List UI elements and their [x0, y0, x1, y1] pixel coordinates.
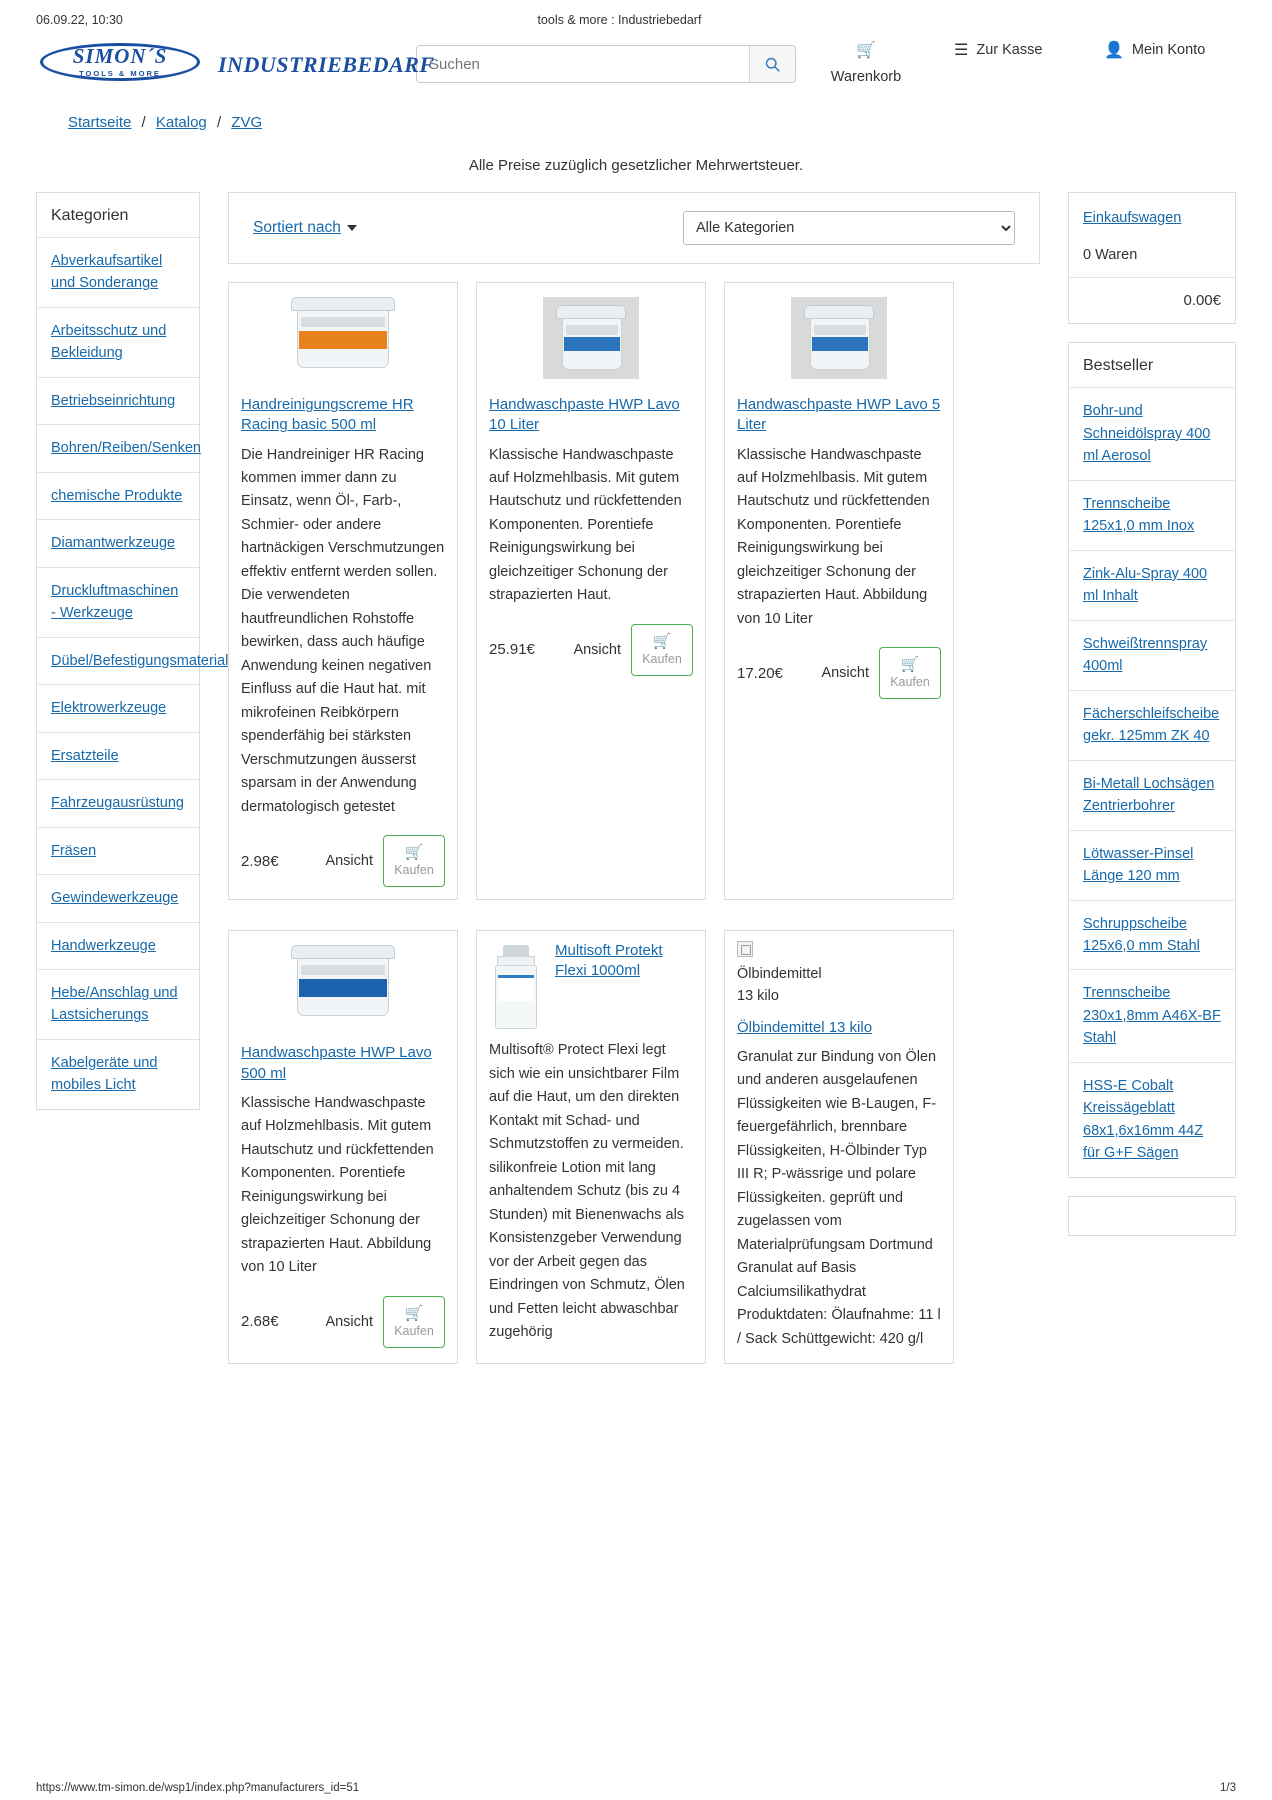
- sidebar-item-label[interactable]: Kabelgeräte und mobiles Licht: [51, 1054, 158, 1094]
- cart-icon: 🛒: [404, 1304, 424, 1322]
- sidebar-item-label[interactable]: Diamantwerkzeuge: [51, 535, 176, 552]
- categories-title: Kategorien: [51, 207, 129, 224]
- product-title-link[interactable]: Multisoft Protekt Flexi 1000ml: [555, 942, 663, 979]
- cart-icon: 🛒: [652, 632, 672, 650]
- sidebar-item-label[interactable]: Arbeitsschutz und Bekleidung: [51, 322, 167, 362]
- tub-illustration: [291, 945, 395, 1017]
- product-image: [241, 293, 445, 385]
- print-date: 06.09.22, 10:30: [36, 13, 123, 27]
- chevron-down-icon: [347, 225, 357, 231]
- sidebar-item-hebe-anschlag[interactable]: [37, 969, 199, 1039]
- header-nav: [820, 41, 1236, 87]
- sort-bar: [228, 192, 1040, 264]
- bestseller-item[interactable]: [1069, 1062, 1235, 1177]
- sidebar-item-bohren[interactable]: [37, 424, 199, 471]
- product-description: Klassische Handwaschpaste auf Holzmehlbasis. Mit gutem Hautschutz und rückfettenden Komponenten. Porentiefe Reinigungswirkung bei gleichzeitiger Schonung der strapazierten Haut.: [489, 446, 682, 604]
- search-box[interactable]: [416, 45, 796, 83]
- checkout-icon: ☰: [954, 42, 969, 60]
- product-view-link[interactable]: Ansicht: [573, 641, 621, 658]
- logo-tagline: TOOLS & MORE: [79, 69, 161, 78]
- site-logo[interactable]: [36, 38, 435, 90]
- product-description: Multisoft® Protect Flexi legt sich wie ein unsichtbarer Film auf die Haut, um den direkten Kontakt mit Schad- und Schmutzstoffen zu vermeiden. silikonfreie Lotion mit lang anhaltendem Schutz (bis zu 4 Stunden) mit Bienenwachs als Konsistenzgeber Verwendung vor der Arbeit gegen das Eindringen von Schmutz, Ölen und Fetten leicht abwaschbar zugehörig: [489, 1042, 685, 1341]
- sidebar-item-diamantwerkzeuge[interactable]: [37, 519, 199, 566]
- buy-button[interactable]: [879, 647, 941, 699]
- product-area: [228, 192, 1040, 1364]
- product-image-alt-line2: 13 kilo: [737, 988, 779, 1004]
- sidebar-item-druckluft[interactable]: [37, 567, 199, 637]
- sidebar-item-label[interactable]: Gewindewerkzeuge: [51, 890, 179, 907]
- product-price: 25.91€: [489, 641, 535, 659]
- product-card[interactable]: [476, 930, 706, 1364]
- product-price: 2.98€: [241, 852, 279, 870]
- sidebar-item-chemische-produkte[interactable]: [37, 472, 199, 519]
- product-title-link[interactable]: Handwaschpaste HWP Lavo 5 Liter: [737, 396, 941, 434]
- page-content: [0, 30, 1272, 1364]
- product-price: 17.20€: [737, 664, 783, 682]
- breadcrumb-separator: /: [141, 114, 146, 131]
- cart-panel: [1068, 192, 1236, 324]
- bestseller-item[interactable]: [1069, 387, 1235, 479]
- sidebar-item-elektrowerkzeuge[interactable]: [37, 684, 199, 731]
- product-image-placeholder: [543, 297, 639, 379]
- logo-brand-text: SIMON´S: [72, 44, 168, 68]
- bestseller-item[interactable]: [1069, 480, 1235, 550]
- bestseller-item-label[interactable]: HSS-E Cobalt Kreissägeblatt 68x1,6x16mm 44Z für G+F Sägen: [1083, 1077, 1204, 1162]
- bottle-illustration: [489, 945, 543, 1029]
- site-header: [36, 30, 1236, 106]
- sidebar-item-label[interactable]: Handwerkzeuge: [51, 937, 156, 954]
- buy-button-label: Kaufen: [642, 651, 682, 666]
- product-description: Klassische Handwaschpaste auf Holzmehlbasis. Mit gutem Hautschutz und rückfettenden Komponenten. Porentiefe Reinigungswirkung bei gleichzeitiger Schonung der strapazierten Haut. Abbildung von 10 Liter: [737, 446, 930, 627]
- product-card[interactable]: [228, 930, 458, 1364]
- bestseller-item[interactable]: [1069, 969, 1235, 1061]
- right-column: [1068, 192, 1236, 1236]
- product-card[interactable]: [476, 282, 706, 900]
- product-image: [241, 941, 445, 1033]
- sidebar-item-label[interactable]: Hebe/Anschlag und Lastsicherungs: [51, 984, 178, 1024]
- sidebar-item-label[interactable]: Bohren/Reiben/Senken: [51, 440, 201, 457]
- product-title-link[interactable]: Ölbindemittel 13 kilo: [737, 1018, 873, 1036]
- product-image-alt-line1: Ölbindemittel: [737, 966, 822, 983]
- sidebar-item-gewindewerkzeuge[interactable]: [37, 874, 199, 921]
- sidebar-item-abverkauf[interactable]: [37, 237, 199, 307]
- bestseller-item-label[interactable]: Bi-Metall Lochsägen Zentrierbohrer: [1083, 775, 1215, 815]
- cart-icon: 🛒: [900, 656, 920, 674]
- cart-link-label[interactable]: Einkaufswagen: [1083, 210, 1182, 226]
- sidebar-item-label[interactable]: Elektrowerkzeuge: [51, 700, 167, 717]
- print-page-number: 1/3: [1220, 1782, 1236, 1794]
- product-image-placeholder: [791, 297, 887, 379]
- right-panel-stub: [1068, 1196, 1236, 1236]
- product-title[interactable]: [737, 1018, 941, 1038]
- bestseller-item[interactable]: [1069, 690, 1235, 760]
- breadcrumb-item-katalog[interactable]: Katalog: [155, 114, 207, 131]
- sidebar-item-label[interactable]: Fräsen: [51, 842, 97, 859]
- nav-checkout[interactable]: [954, 41, 1062, 87]
- sidebar-item-label[interactable]: Ersatzteile: [51, 747, 119, 764]
- logo-oval: [40, 43, 200, 81]
- category-filter-select[interactable]: [683, 211, 1015, 245]
- bestseller-item-label[interactable]: Lötwasser-Pinsel Länge 120 mm: [1083, 845, 1194, 885]
- tub-illustration: [804, 305, 874, 371]
- cart-icon: 🛒: [856, 42, 876, 60]
- search-button[interactable]: [749, 46, 795, 82]
- broken-image-icon: [737, 941, 753, 957]
- print-url: https://www.tm-simon.de/wsp1/index.php?manufacturers_id=51: [36, 1782, 360, 1794]
- tax-notice: Alle Preise zuzüglich gesetzlicher Mehrwertsteuer.: [468, 157, 804, 174]
- sidebar-item-duebel[interactable]: [37, 637, 229, 684]
- print-doc-title: tools & more : Industriebedarf: [537, 13, 702, 27]
- bestseller-item-label[interactable]: Zink-Alu-Spray 400 ml Inhalt: [1083, 565, 1208, 605]
- bestseller-item[interactable]: [1069, 830, 1235, 900]
- bestseller-item[interactable]: [1069, 550, 1235, 620]
- product-card[interactable]: [724, 282, 954, 900]
- bestseller-item-label[interactable]: Bohr-und Schneidölspray 400 ml Aerosol: [1083, 403, 1211, 465]
- sidebar-item-label[interactable]: Dübel/Befestigungsmaterial: [51, 652, 229, 669]
- product-description: Granulat zur Bindung von Ölen und anderen ausgelaufenen Flüssigkeiten wie B-Laugen, F-feuergefährlich, brennbare Flüssigkeiten, H-Ölbinder Typ III R; P-wässrige und polare Flüssigkeiten. geprüft und zugelassen vom Materialprüfungsam Dortmund Granulat auf Basis Calciumsilikathydrat Produktdaten: Ölaufnahme: 11 l / Sack Schüttgewicht: 420 g/l: [737, 1049, 941, 1347]
- sidebar-categories: [36, 192, 229, 1110]
- buy-button-label: Kaufen: [890, 675, 930, 690]
- product-buy-row: [241, 1296, 445, 1348]
- product-card[interactable]: [228, 282, 458, 900]
- breadcrumb-item-zvg[interactable]: ZVG: [231, 114, 263, 131]
- product-buy-row: [489, 624, 693, 676]
- logo-word-industriebedarf: INDUSTRIEBEDARF: [218, 52, 435, 77]
- product-title[interactable]: [737, 395, 941, 436]
- search-input[interactable]: [417, 46, 749, 82]
- categories-panel: [36, 192, 229, 1110]
- bestseller-item[interactable]: [1069, 900, 1235, 970]
- buy-button[interactable]: [383, 1296, 445, 1348]
- nav-account[interactable]: [1104, 41, 1212, 87]
- sort-by-link[interactable]: [253, 219, 357, 237]
- bestseller-item-label[interactable]: Fächerschleifscheibe gekr. 125mm ZK 40: [1083, 705, 1220, 745]
- breadcrumb-item-startseite[interactable]: Startseite: [68, 114, 132, 131]
- sidebar-item-label[interactable]: Abverkaufsartikel und Sonderange: [51, 253, 163, 292]
- nav-account-label: Mein Konto: [1131, 42, 1206, 59]
- main-layout: [36, 192, 1236, 1364]
- product-view-link[interactable]: Ansicht: [821, 665, 869, 682]
- buy-button-label: Kaufen: [394, 1323, 434, 1338]
- product-grid: [228, 282, 1040, 1364]
- sidebar-item-label[interactable]: chemische Produkte: [51, 487, 183, 504]
- search-icon: [764, 56, 781, 73]
- buy-button[interactable]: [383, 835, 445, 887]
- bestseller-item[interactable]: [1069, 620, 1235, 690]
- buy-button-label: Kaufen: [394, 863, 434, 878]
- sidebar-item-kabelgeraete[interactable]: [37, 1039, 199, 1109]
- sidebar-item-fahrzeugausruestung[interactable]: [37, 779, 199, 826]
- product-image: [737, 293, 941, 385]
- sidebar-item-label[interactable]: Betriebseinrichtung: [51, 392, 176, 409]
- cart-item-count: 0 Waren: [1083, 247, 1138, 264]
- nav-checkout-label: Zur Kasse: [976, 42, 1043, 59]
- buy-button[interactable]: [631, 624, 693, 676]
- tub-illustration: [556, 305, 626, 371]
- product-title[interactable]: [555, 941, 693, 980]
- sidebar-item-betriebseinrichtung[interactable]: [37, 377, 199, 424]
- sidebar-item-arbeitsschutz[interactable]: [37, 307, 199, 377]
- cart-total: 0.00€: [1069, 277, 1235, 323]
- product-price: 2.68€: [241, 1313, 279, 1331]
- bestseller-item[interactable]: [1069, 760, 1235, 830]
- sidebar-item-ersatzteile[interactable]: [37, 732, 199, 779]
- bestseller-item-label[interactable]: Schweißtrennspray 400ml: [1083, 635, 1208, 675]
- print-header: [0, 0, 1272, 30]
- product-view-link[interactable]: Ansicht: [325, 853, 373, 870]
- product-image-broken: [737, 941, 941, 1008]
- product-title-link[interactable]: Handreinigungscreme HR Racing basic 500 ml: [241, 396, 414, 434]
- print-footer: [0, 1782, 1272, 1794]
- breadcrumb-separator: /: [216, 114, 222, 131]
- product-view-link[interactable]: Ansicht: [325, 1313, 373, 1330]
- bestseller-item-label[interactable]: Schruppscheibe 125x6,0 mm Stahl: [1083, 915, 1200, 954]
- breadcrumb: [36, 106, 1236, 135]
- account-icon: 👤: [1104, 42, 1124, 60]
- product-image: [489, 293, 693, 385]
- product-buy-row: [737, 647, 941, 699]
- bestseller-title: Bestseller: [1083, 357, 1154, 375]
- cart-icon: 🛒: [404, 844, 424, 862]
- product-title[interactable]: [241, 1043, 445, 1084]
- sidebar-item-handwerkzeuge[interactable]: [37, 922, 199, 969]
- sort-by-label: Sortiert nach: [253, 219, 341, 236]
- product-card[interactable]: [724, 930, 954, 1364]
- cart-link[interactable]: [1069, 193, 1235, 239]
- sidebar-item-label[interactable]: Fahrzeugausrüstung: [51, 795, 184, 812]
- tub-illustration: [291, 297, 395, 369]
- product-description: Klassische Handwaschpaste auf Holzmehlbasis. Mit gutem Hautschutz und rückfettenden Komponenten. Porentiefe Reinigungswirkung bei gleichzeitiger Schonung der strapazierten Haut. Abbildung von 10 Liter: [241, 1094, 434, 1276]
- product-description: Die Handreiniger HR Racing kommen immer dann zu Einsatz, wenn Öl-, Farb-, Schmier- oder andere hartnäckigen Verschmutzungen effektiv entfernt werden sollen. Die verwendeten hautfreundlichen Rohstoffe bewirken, dass auch häufige Anwendung keinen negativen Einfluss auf die Haut hat. mit mikrofeinen Reibkörpern spenderfähig bei stärksten Verschmutzungen äusserst sparsam in der Anwendung dermatologisch getestet: [241, 446, 445, 815]
- bestseller-item-label[interactable]: Trennscheibe 230x1,8mm A46X-BF Stahl: [1083, 985, 1221, 1047]
- product-title-link[interactable]: Handwaschpaste HWP Lavo 10 Liter: [489, 396, 680, 434]
- product-title-link[interactable]: Handwaschpaste HWP Lavo 500 ml: [241, 1044, 432, 1082]
- sidebar-item-label[interactable]: Druckluftmaschinen - Werkzeuge: [51, 582, 179, 622]
- nav-cart-label: Warenkorb: [830, 68, 902, 85]
- product-buy-row: [241, 835, 445, 887]
- product-title[interactable]: [489, 395, 693, 436]
- product-image: [489, 941, 543, 1029]
- sidebar-item-fraesen[interactable]: [37, 827, 199, 874]
- nav-cart[interactable]: [820, 41, 912, 87]
- bestseller-panel: [1068, 342, 1236, 1177]
- bestseller-item-label[interactable]: Trennscheibe 125x1,0 mm Inox: [1083, 495, 1195, 535]
- category-filter-wrap: [683, 211, 1015, 245]
- product-title[interactable]: [241, 395, 445, 436]
